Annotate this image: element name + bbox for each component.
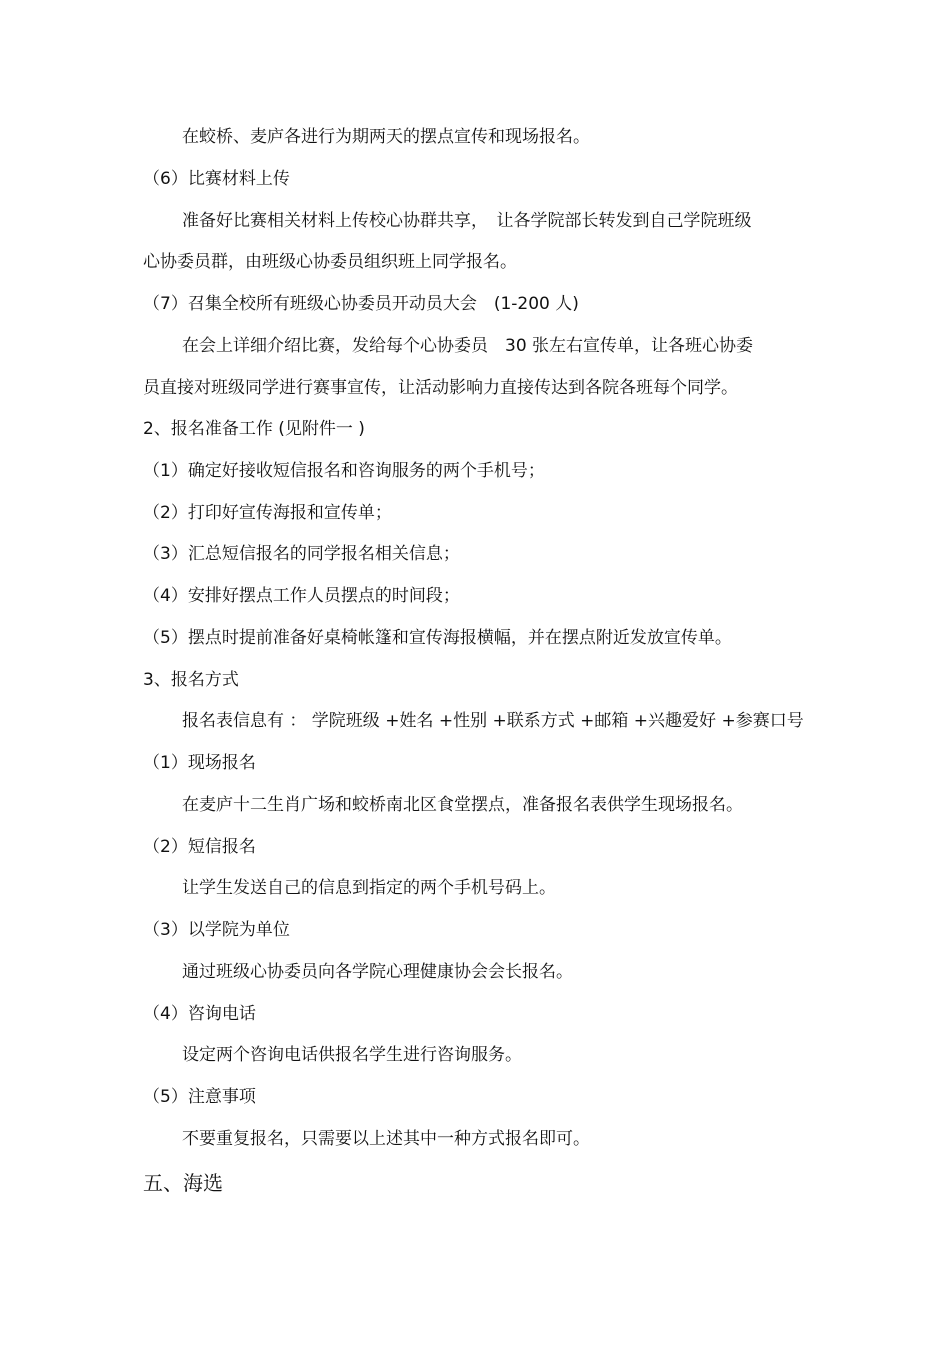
- section-heading: 3、报名方式: [143, 670, 239, 690]
- list-item: （5）摆点时提前准备好桌椅帐篷和宣传海报横幅，并在摆点附近发放宣传单。: [143, 628, 732, 648]
- list-item: （1）确定好接收短信报名和咨询服务的两个手机号；: [143, 461, 545, 481]
- chapter-heading: 五、海选: [143, 1171, 223, 1195]
- paragraph-line: 在会上详细介绍比赛，发给每个心协委员 30 张左右宣传单，让各班心协委: [182, 336, 754, 356]
- section-item-heading: （4）咨询电话: [143, 1004, 256, 1024]
- section-heading: 2、报名准备工作 (见附件一 ): [143, 419, 365, 439]
- paragraph-line: 不要重复报名，只需要以上述其中一种方式报名即可。: [182, 1129, 590, 1149]
- paragraph-line: 报名表信息有 ： 学院班级 +姓名 +性别 +联系方式 +邮箱 +兴趣爱好 +参赛口号: [182, 711, 804, 731]
- section-item-heading: （1）现场报名: [143, 753, 256, 773]
- section-item-heading: （3）以学院为单位: [143, 920, 290, 940]
- section-item-heading: （2）短信报名: [143, 837, 256, 857]
- section-item-heading: （6）比赛材料上传: [143, 169, 290, 189]
- list-item: （2）打印好宣传海报和宣传单；: [143, 503, 392, 523]
- paragraph-line: 准备好比赛相关材料上传校心协群共享， 让各学院部长转发到自己学院班级: [182, 211, 752, 231]
- paragraph-line: 员直接对班级同学进行赛事宣传，让活动影响力直接传达到各院各班每个同学。: [143, 378, 738, 398]
- list-item: （4）安排好摆点工作人员摆点的时间段；: [143, 586, 460, 606]
- list-item: （3）汇总短信报名的同学报名相关信息；: [143, 544, 460, 564]
- paragraph-line: 让学生发送自己的信息到指定的两个手机号码上。: [182, 878, 556, 898]
- paragraph-line: 通过班级心协委员向各学院心理健康协会会长报名。: [182, 962, 573, 982]
- paragraph-line: 心协委员群，由班级心协委员组织班上同学报名。: [143, 252, 517, 272]
- paragraph-line: 设定两个咨询电话供报名学生进行咨询服务。: [182, 1045, 522, 1065]
- section-item-heading: （5）注意事项: [143, 1087, 256, 1107]
- section-item-heading: （7）召集全校所有班级心协委员开动员大会 (1-200 人): [143, 294, 579, 314]
- paragraph-line: 在麦庐十二生肖广场和蛟桥南北区食堂摆点，准备报名表供学生现场报名。: [182, 795, 743, 815]
- paragraph-line: 在蛟桥、麦庐各进行为期两天的摆点宣传和现场报名。: [182, 127, 590, 147]
